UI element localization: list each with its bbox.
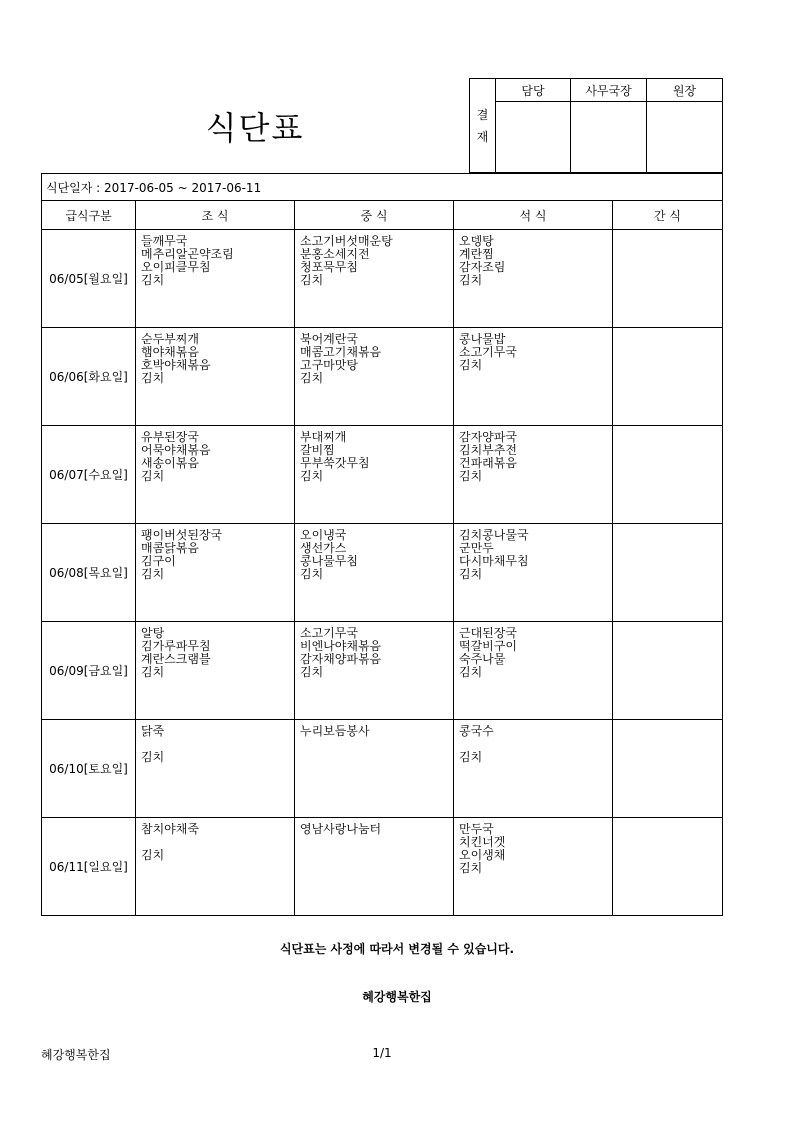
- table-row: [42, 524, 723, 622]
- approval-role-director: 원장: [647, 79, 723, 102]
- menu-item: 오이피클무침: [141, 261, 211, 274]
- day-label: 06/06[화요일]: [42, 328, 136, 426]
- menu-item: 감자채양파볶음: [300, 653, 382, 666]
- column-header-category: 급식구분: [42, 201, 136, 230]
- column-header-dinner: 석 식: [454, 201, 613, 230]
- meal-table: [41, 173, 723, 916]
- dinner-cell: [454, 426, 613, 524]
- menu-item: 김치: [459, 470, 483, 483]
- menu-item: 콩나물밥: [459, 333, 506, 346]
- menu-item: 떡갈비구이: [459, 640, 517, 653]
- menu-item: 김치콩나물국: [459, 529, 529, 542]
- lunch-cell: [295, 426, 454, 524]
- day-label: 06/10[토요일]: [42, 720, 136, 818]
- menu-item: 김치: [459, 274, 483, 287]
- snack-cell: [613, 524, 723, 622]
- menu-item: 김치: [141, 568, 165, 581]
- menu-item: 메추리알곤약조림: [141, 248, 234, 261]
- menu-item: 햄야채볶음: [141, 346, 199, 359]
- menu-item: 김가루파무침: [141, 640, 211, 653]
- snack-cell: [613, 818, 723, 916]
- document-header: [41, 78, 722, 173]
- approval-role-secretary: 사무국장: [571, 79, 647, 102]
- snack-cell: [613, 426, 723, 524]
- menu-item: 들깨무국: [141, 235, 188, 248]
- menu-item: 소고기버섯매운탕: [300, 235, 393, 248]
- menu-item: 감자조림: [459, 261, 506, 274]
- menu-item: 오이냉국: [300, 529, 347, 542]
- dinner-cell: [454, 524, 613, 622]
- snack-cell: [613, 328, 723, 426]
- organization-name: 혜강행복한집: [362, 990, 432, 1004]
- menu-item: 영남사랑나눔터: [300, 823, 382, 836]
- breakfast-cell: [136, 426, 295, 524]
- menu-item: 무부쑥갓무침: [300, 457, 370, 470]
- lunch-cell: [295, 328, 454, 426]
- menu-item: 김구이: [141, 555, 176, 568]
- menu-item: 갈비찜: [300, 444, 335, 457]
- menu-item: [141, 836, 294, 849]
- menu-item: 매콤고기채볶음: [300, 346, 382, 359]
- lunch-cell: [295, 524, 454, 622]
- dinner-cell: [454, 818, 613, 916]
- page-number: 1/1: [372, 1046, 392, 1060]
- lunch-cell: [295, 230, 454, 328]
- menu-item: 부대찌개: [300, 431, 347, 444]
- table-row: [42, 230, 723, 328]
- breakfast-cell: [136, 818, 295, 916]
- menu-item: 팽이버섯된장국: [141, 529, 223, 542]
- menu-item: 김치: [300, 372, 324, 385]
- day-label: 06/05[월요일]: [42, 230, 136, 328]
- menu-item: 생선가스: [300, 542, 347, 555]
- menu-item: 분홍소세지전: [300, 248, 370, 261]
- menu-item: 김치: [459, 359, 483, 372]
- menu-item: 김치: [459, 751, 483, 764]
- column-header-lunch: 중 식: [295, 201, 454, 230]
- menu-item: 김치: [300, 568, 324, 581]
- lunch-cell: [295, 622, 454, 720]
- table-row: [42, 622, 723, 720]
- menu-item: 참치야채죽: [141, 823, 199, 836]
- menu-item: 북어계란국: [300, 333, 358, 346]
- menu-item: 김치: [459, 666, 483, 679]
- menu-item: 건파래볶음: [459, 457, 517, 470]
- lunch-cell: [295, 818, 454, 916]
- menu-item: 김치: [459, 568, 483, 581]
- breakfast-cell: [136, 230, 295, 328]
- approval-sign-secretary: [571, 102, 647, 173]
- menu-item: 군만두: [459, 542, 494, 555]
- day-label: 06/11[일요일]: [42, 818, 136, 916]
- menu-item: [141, 738, 294, 751]
- snack-cell: [613, 720, 723, 818]
- table-row: [42, 818, 723, 916]
- menu-item: 유부된장국: [141, 431, 199, 444]
- menu-item: 청포묵무침: [300, 261, 358, 274]
- dinner-cell: [454, 328, 613, 426]
- menu-item: 김치: [300, 666, 324, 679]
- approval-sign-director: [647, 102, 723, 173]
- approval-side-label: 결 재: [470, 79, 496, 173]
- menu-item: 김치: [141, 274, 165, 287]
- dinner-cell: [454, 622, 613, 720]
- menu-item: 김치: [300, 470, 324, 483]
- day-label: 06/09[금요일]: [42, 622, 136, 720]
- meal-date-range: 식단일자 : 2017-06-05 ~ 2017-06-11: [42, 174, 723, 201]
- menu-item: 매콤닭볶음: [141, 542, 199, 555]
- snack-cell: [613, 230, 723, 328]
- menu-item: 치킨너겟: [459, 836, 506, 849]
- menu-item: 김치: [141, 849, 165, 862]
- table-row: [42, 720, 723, 818]
- menu-item: 어묵야채볶음: [141, 444, 211, 457]
- menu-item: 닭죽: [141, 725, 165, 738]
- dinner-cell: [454, 230, 613, 328]
- breakfast-cell: [136, 720, 295, 818]
- breakfast-cell: [136, 524, 295, 622]
- approval-role-manager: 담당: [496, 79, 571, 102]
- menu-item: 콩나물무침: [300, 555, 358, 568]
- menu-item: 오뎅탕: [459, 235, 494, 248]
- menu-item: 김치: [141, 470, 165, 483]
- menu-item: [459, 738, 612, 751]
- menu-item: 소고기무국: [300, 627, 358, 640]
- page-title: 식단표: [205, 108, 305, 147]
- approval-box: [469, 78, 723, 173]
- menu-item: 근대된장국: [459, 627, 517, 640]
- menu-item: 김치: [141, 751, 165, 764]
- menu-item: 비엔나야채볶음: [300, 640, 382, 653]
- breakfast-cell: [136, 328, 295, 426]
- menu-item: 호박야채볶음: [141, 359, 211, 372]
- menu-item: 알탕: [141, 627, 165, 640]
- table-row: [42, 426, 723, 524]
- approval-sign-manager: [496, 102, 571, 173]
- menu-item: 오이생채: [459, 849, 506, 862]
- menu-item: 계란찜: [459, 248, 494, 261]
- menu-item: 순두부찌개: [141, 333, 199, 346]
- menu-item: 누리보듬봉사: [300, 725, 370, 738]
- breakfast-cell: [136, 622, 295, 720]
- menu-item: 고구마맛탕: [300, 359, 358, 372]
- menu-item: 숙주나물: [459, 653, 506, 666]
- menu-item: 감자양파국: [459, 431, 517, 444]
- day-label: 06/07[수요일]: [42, 426, 136, 524]
- snack-cell: [613, 622, 723, 720]
- footer-organization: 혜강행복한집: [41, 1048, 111, 1062]
- menu-item: 김치: [459, 862, 483, 875]
- menu-item: 김치: [141, 666, 165, 679]
- menu-item: 김치부추전: [459, 444, 517, 457]
- menu-item: 소고기무국: [459, 346, 517, 359]
- menu-item: 콩국수: [459, 725, 494, 738]
- column-header-snack: 간 식: [613, 201, 723, 230]
- menu-item: 계란스크램블: [141, 653, 211, 666]
- lunch-cell: [295, 720, 454, 818]
- menu-item: 새송이볶음: [141, 457, 199, 470]
- column-header-breakfast: 조 식: [136, 201, 295, 230]
- table-row: [42, 328, 723, 426]
- day-label: 06/08[목요일]: [42, 524, 136, 622]
- menu-item: 김치: [141, 372, 165, 385]
- menu-item: 다시마채무침: [459, 555, 529, 568]
- dinner-cell: [454, 720, 613, 818]
- menu-item: 김치: [300, 274, 324, 287]
- menu-item: 만두국: [459, 823, 494, 836]
- change-notice: 식단표는 사정에 따라서 변경될 수 있습니다.: [279, 942, 515, 956]
